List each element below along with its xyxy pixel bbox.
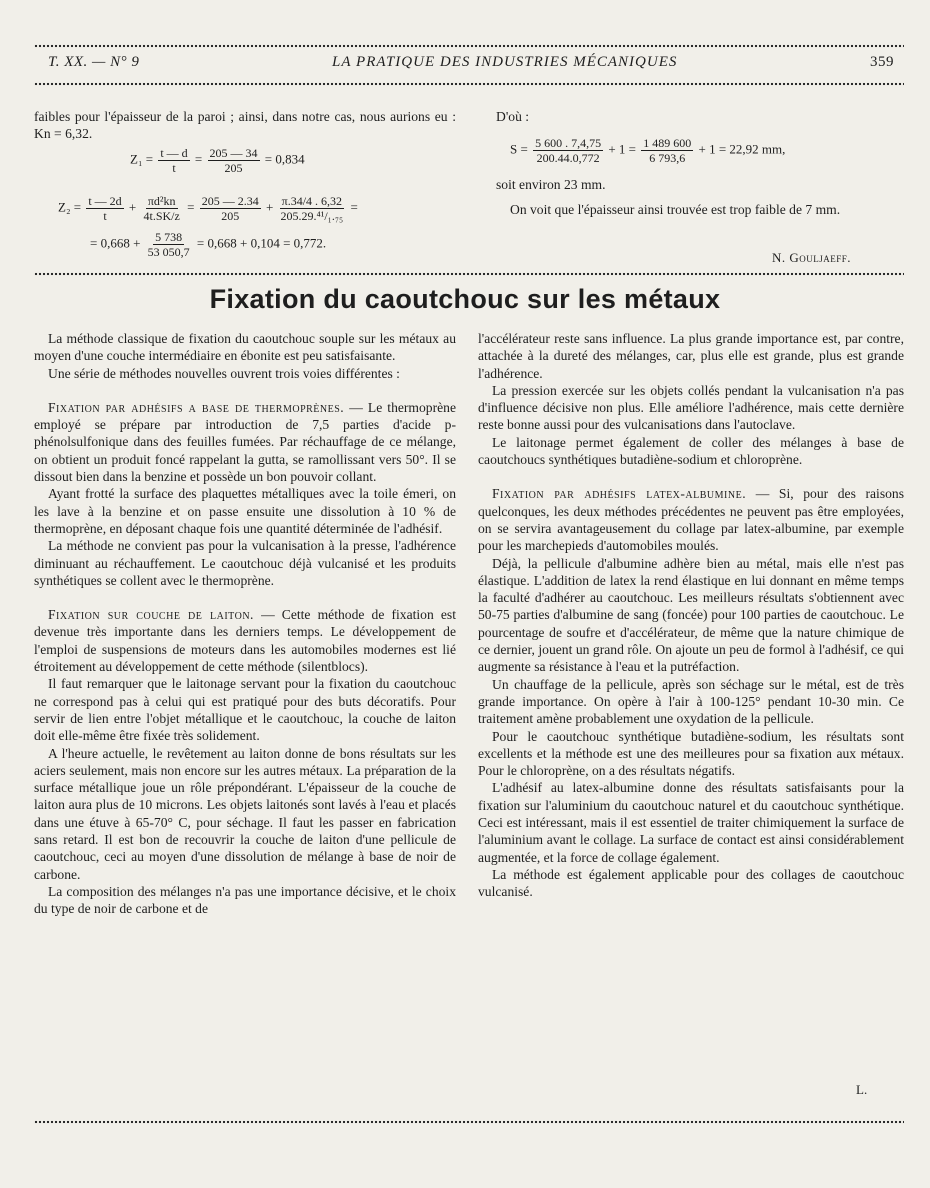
- running-header: [48, 54, 894, 71]
- paragraph: La méthode classique de fixation du caoutchouc souple sur les métaux au moyen d'une couche intermédiaire en ébonite est peu satisfaisante.: [34, 331, 456, 364]
- section-heading: Fixation par adhésifs latex-albumine.: [492, 486, 747, 502]
- section-heading: Fixation sur couche de laiton.: [48, 607, 254, 623]
- bottom-dotted-rule: [34, 1120, 904, 1124]
- conclusion-right: [496, 176, 906, 219]
- article-left-column: [34, 330, 456, 918]
- paragraph: A l'heure actuelle, le revêtement au laiton donne de bons résultats sur les aciers seulement, mais non encore sur les autres métaux. La préparation de la surface métallique joue un rôle prépondérant. L'épaisseur de la couche de laiton aura plus de 10 microns. Les objets laitonés sont lavés à l'eau et placés dans une étuve à 65-70° C, pour séchage. Il faut les passer en fabrication sans retard. Il est bon de recouvrir la couche de laiton d'une pellicule de caoutchouc, ceci au moyen d'une dissolution de mélange à base de noir de carbone.: [34, 745, 456, 882]
- paragraph: L'adhésif au latex-albumine donne des résultats satisfaisants pour la fixation sur l'aluminium du caoutchouc naturel et du caoutchouc synthétique. Ceci est intéressant, mais il est essentiel de traiter chimiquement la surface de l'aluminium avant le collage. La surface de contact est ainsi considérablement augmentée, et la force de collage également.: [478, 780, 904, 865]
- continuation-left: [34, 108, 456, 143]
- paragraph: Ayant frotté la surface des plaquettes métalliques avec la toile émeri, on les lave à la benzine et on passe ensuite une dissolution à 10 % de thermoprène, en déposant chaque fois une quantité déterminée de l'adhésif.: [34, 486, 456, 536]
- conclusion-paragraph: On voit que l'épaisseur ainsi trouvée est trop faible de 7 mm.: [510, 202, 841, 218]
- equation-z2: Z₂ = $\frac{t — 2d}{t}$ + $\frac{\text{πd²kn}}{4t.SK/z}$ = $\frac{205 — 2.34}{205}$ + $\frac{\pi.34/4 . 6,32}{\text{205.29.⁴¹/₁.₇₅}}$ =: [58, 194, 358, 223]
- journal-title: LA PRATIQUE DES INDUSTRIES MÉCANIQUES: [332, 54, 678, 70]
- paragraph: l'accélérateur reste sans influence. La plus grande importance est, par contre, attachée à la dureté des mélanges, car, plus elle est grande, plus est grande l'adhérence.: [478, 331, 904, 381]
- article-title: Fixation du caoutchouc sur les métaux: [209, 284, 721, 314]
- paragraph: La méthode est également applicable pour des collages de caoutchouc vulcanisé.: [478, 866, 904, 900]
- equation-z2-result: = 0,668 + $\frac{5 738}{53 050,7}$ = 0,668 + 0,104 = 0,772.: [90, 230, 327, 259]
- section-dotted-rule: [34, 272, 904, 276]
- article-signature: L.: [856, 1082, 868, 1097]
- top-dotted-rule: [34, 44, 904, 48]
- page-number: 359: [870, 54, 894, 70]
- paragraph: Un chauffage de la pellicule, après son séchage sur le métal, est de très grande importance. On opère à l'air à 100-125° pendant 10-30 min. Ce traitement amène probablement une oxydation de la pellicule.: [478, 676, 904, 727]
- section-laiton: Fixation sur couche de laiton. — Cette méthode de fixation est devenue très importante dans les derniers temps. Le développement de l'emploi de suspensions de moteurs dans les automobiles modernes est lié étroitement au développement de cette méthode (silentblocs).: [34, 607, 456, 675]
- paragraph: Pour le caoutchouc synthétique butadiène-sodium, les résultats sont excellents et la méthode est une des meilleures pour sa fixation aux métaux. Pour le chloroprène, on a des résultats négatifs.: [478, 728, 904, 779]
- equation-s: S = $\frac{5 600 . 7,4,75}{200.44.0,772}$ + 1 = $\frac{1 489 600}{6 793,6}$ + 1 = 22,92 mm,: [510, 136, 786, 165]
- paragraph: Le laitonage permet également de coller des mélanges à base de caoutchoucs synthétiques butadiène-sodium et chloroprène.: [478, 434, 904, 468]
- equation-z1: Z₁ = $\frac{t — d}{t}$ = $\frac{205 — 34}{205}$ = 0,834: [130, 146, 305, 175]
- paragraph: Il faut remarquer que le laitonage servant pour la fixation du caoutchouc ne correspond pas à celui qui est pratiqué pour des buts décoratifs. Pour servir de lien entre l'objet métallique et le caoutchouc, la couche de laiton doit elle-même être fixée très solidement.: [34, 676, 456, 744]
- article-right-column: [478, 330, 904, 901]
- dou-label: D'où :: [496, 109, 530, 124]
- continuation-right: [496, 108, 906, 125]
- paragraph: La composition des mélanges n'a pas une importance décisive, et le choix du type de noir de carbone et de: [34, 883, 456, 917]
- paragraph: Déjà, la pellicule d'albumine adhère bien au métal, mais elle n'est pas élastique. L'addition de latex la rend élastique en lui donnant en même temps la faculté d'adhérer au caoutchouc. Les meilleurs résultats s'obtiennent avec 50-75 parties d'albumine de sang (foncée) pour 100 parties de caoutchouc. Le pourcentage de soufre et d'accélérateur, de même que la nature chimique de ce dernier, jouent un grand rôle. On ajoute un peu de formol à l'adhésif, ce qui augmente sa résistance à l'eau et la putréfaction.: [478, 555, 904, 675]
- paragraph: La méthode ne convient pas pour la vulcanisation à la presse, l'adhérence diminuant au réchauffement. Le caoutchouc déjà vulcanisé et les produits synthétiques se collent avec le thermoprène.: [34, 538, 456, 588]
- continuation-text: faibles pour l'épaisseur de la paroi ; ainsi, dans notre cas, nous aurions eu : Kn = 6,32.: [34, 109, 456, 142]
- section-latex-albumine: Fixation par adhésifs latex-albumine. — Si, pour des raisons quelconques, les deux méthodes précédentes ne peuvent pas être employées, on se servira avantageusement du collage par latex-albumine, par exemple pour les marchepieds d'automobiles moulés.: [478, 486, 904, 554]
- section-thermoprene: Fixation par adhésifs a base de thermoprènes. — Le thermoprène employé se prépare par introduction de 7,5 parties d'acide p-phénolsulfonique dans des feuilles fumées. Par réchauffage de ce mélange, on obtient un produit foncé rappelant la gutta, se ramollissant vers 50°. Il se dissout bien dans la benzine et possède un bon pouvoir collant.: [34, 399, 456, 485]
- section-heading: Fixation par adhésifs a base de thermoprènes.: [48, 399, 345, 415]
- journal-issue: T. XX. — N° 9: [48, 54, 140, 70]
- paragraph: La pression exercée sur les objets collés pendant la vulcanisation n'a pas d'influence décisive non plus. Elle améliore l'adhérence, mais cette dernière reste bonne aussi pour des vulcanisations dans l'autoclave.: [478, 382, 904, 433]
- paragraph: Une série de méthodes nouvelles ouvrent trois voies différentes :: [48, 365, 400, 381]
- result-line: soit environ 23 mm.: [496, 177, 606, 192]
- author-signature: N. Gouljaeff.: [772, 250, 852, 265]
- header-dotted-rule: [34, 82, 904, 86]
